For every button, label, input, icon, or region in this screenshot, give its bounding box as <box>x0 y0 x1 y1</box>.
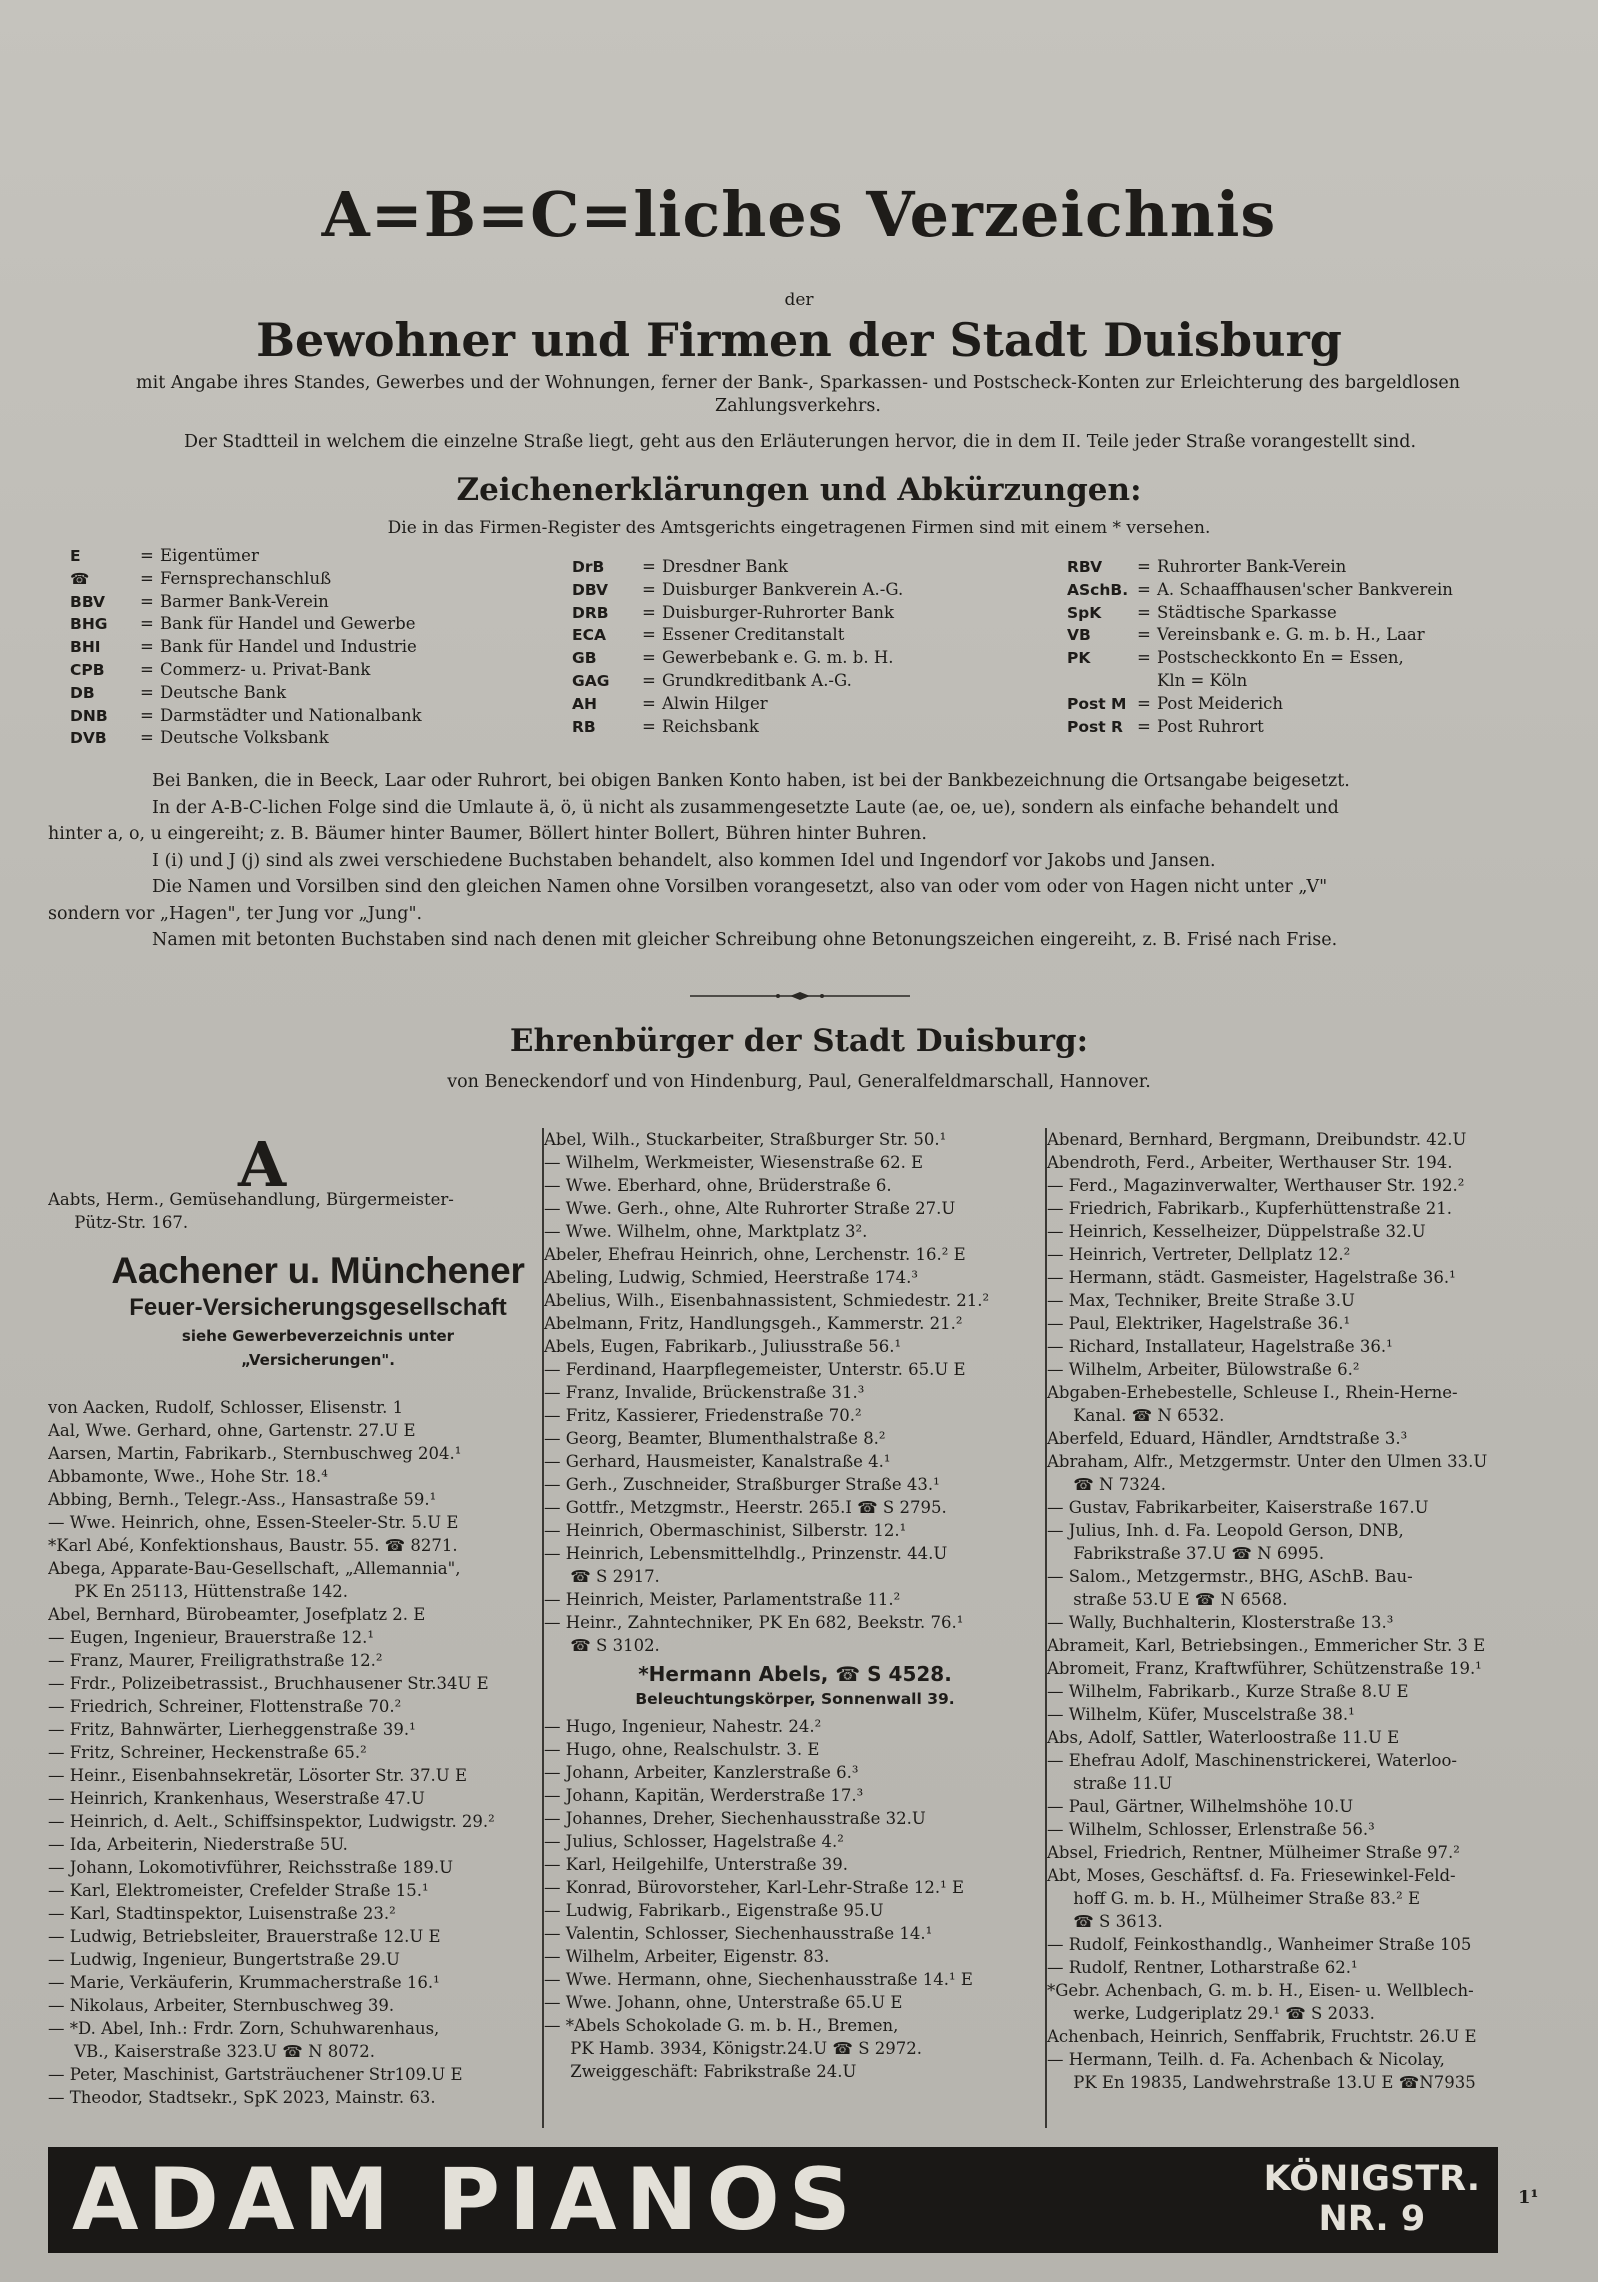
directory-entry: Zweiggeschäft: Fabrikstraße 24.U <box>544 2062 857 2081</box>
directory-entry: — Johann, Lokomotivführer, Reichsstraße 189.U <box>48 1858 454 1877</box>
abbreviation-row <box>572 579 903 602</box>
abbreviation-meaning: Dresdner Bank <box>662 557 789 576</box>
directory-entry: — Heinr., Zahntechniker, PK En 682, Beekstr. 76.¹ <box>544 1613 964 1632</box>
directory-entry: — Friedrich, Fabrikarb., Kupferhüttenstraße 21. <box>1047 1199 1453 1218</box>
abbreviation-row <box>70 705 422 728</box>
abbreviation-row <box>1067 670 1453 693</box>
abbreviation-meaning: Commerz- u. Privat-Bank <box>160 659 371 679</box>
directory-entry: Aabts, Herm., Gemüsehandlung, Bürgermeister- <box>48 1190 454 1209</box>
abbreviation-row <box>70 591 422 614</box>
aachener-insurance-ad <box>88 1250 548 1370</box>
abbreviation-row <box>1067 579 1453 602</box>
directory-entry: — Ludwig, Betriebsleiter, Brauerstraße 12.U E <box>48 1927 441 1946</box>
abbreviation-meaning: Essener Creditanstalt <box>662 625 845 645</box>
abbreviation-meaning: Deutsche Bank <box>160 682 287 702</box>
section-letter: A <box>238 1128 287 1201</box>
directory-entry: Aberfeld, Eduard, Händler, Arndtstraße 3.³ <box>1047 1429 1408 1448</box>
abbreviation-row <box>1067 716 1453 739</box>
ad-line: *Hermann Abels, ☎ S 4528. <box>638 1662 952 1686</box>
abbreviation-row <box>70 727 422 750</box>
equals-sign: = <box>140 728 154 748</box>
abbreviation-key: ECA <box>572 626 606 645</box>
note-line: hinter a, o, u eingereiht; z. B. Bäumer hinter Baumer, Böllert hinter Bollert, Bühren hinter Buhren. <box>48 824 927 844</box>
directory-entry: straße 11.U <box>1047 1774 1173 1793</box>
directory-entry: Abenard, Bernhard, Bergmann, Dreibundstr. 42.U <box>1047 1130 1467 1149</box>
abbreviation-row <box>1067 556 1453 579</box>
directory-entry: — Julius, Inh. d. Fa. Leopold Gerson, DNB, <box>1047 1521 1404 1540</box>
abbreviation-key: VB <box>1067 626 1091 645</box>
abbreviation-key: GAG <box>572 671 610 690</box>
equals-sign <box>1137 670 1157 693</box>
abbreviation-meaning: Duisburger-Ruhrorter Bank <box>662 602 894 622</box>
abbreviation-meaning: Vereinsbank e. G. m. b. H., Laar <box>1157 625 1425 645</box>
directory-entry: Abt, Moses, Geschäftsf. d. Fa. Friesewinkel-Feld- <box>1047 1866 1456 1885</box>
abbreviation-key: BBV <box>70 592 105 611</box>
directory-entry: — Hugo, ohne, Realschulstr. 3. E <box>544 1740 820 1759</box>
directory-entry: — Wilhelm, Fabrikarb., Kurze Straße 8.U E <box>1047 1682 1409 1701</box>
directory-entry: — Heinrich, Lebensmittelhdlg., Prinzenstr. 44.U <box>544 1544 948 1563</box>
abbreviation-meaning: Reichsbank <box>662 716 759 736</box>
abbreviation-meaning: Grundkreditbank A.-G. <box>662 670 852 690</box>
directory-entry: Aarsen, Martin, Fabrikarb., Sternbuschweg 204.¹ <box>48 1444 462 1463</box>
directory-entry: — Ehefrau Adolf, Maschinenstrickerei, Waterloo- <box>1047 1751 1457 1770</box>
equals-sign: = <box>642 557 656 576</box>
abbreviation-meaning: Postscheckkonto En = Essen, <box>1157 648 1404 668</box>
abbreviation-key: E <box>70 547 81 565</box>
equals-sign: = <box>1137 579 1151 599</box>
directory-entry: — Nikolaus, Arbeiter, Sternbuschweg 39. <box>48 1996 395 2015</box>
intro-text: mit Angabe ihres Standes, Gewerbes und der Wohnungen, ferner der Bank-, Sparkassen- und Postscheck-Konten zur Erleichterung des bargeldlosen Zahlungsverkehrs. <box>136 373 1460 416</box>
directory-entry: — Wwe. Heinrich, ohne, Essen-Steeler-Str. 5.U E <box>48 1513 459 1532</box>
directory-entry: — Wilhelm, Schlosser, Erlenstraße 56.³ <box>1047 1820 1375 1839</box>
directory-entry: — Georg, Beamter, Blumenthalstraße 8.² <box>544 1429 886 1448</box>
abbreviation-key <box>1067 670 1137 693</box>
directory-entry: straße 53.U E ☎ N 6568. <box>1047 1590 1288 1609</box>
usage-notes <box>48 768 1548 954</box>
abbreviation-meaning: A. Schaaffhausen'scher Bankverein <box>1157 579 1453 599</box>
directory-entry: PK En 25113, Hüttenstraße 142. <box>48 1582 349 1601</box>
equals-sign: = <box>642 693 656 713</box>
directory-entry: — Karl, Stadtinspektor, Luisenstraße 23.² <box>48 1904 396 1923</box>
directory-entry: — Heinrich, Kesselheizer, Düppelstraße 32.U <box>1047 1222 1426 1241</box>
directory-entry: Absel, Friedrich, Rentner, Mülheimer Straße 97.² <box>1047 1843 1460 1862</box>
directory-entry: Abel, Bernhard, Bürobeamter, Josefplatz 2. E <box>48 1605 426 1624</box>
ad-line: siehe Gewerbeverzeichnis unter <box>181 1327 455 1345</box>
abbreviation-key: BHI <box>70 638 101 657</box>
abbreviation-key: CPB <box>70 660 105 679</box>
directory-entry: — Wwe. Gerh., ohne, Alte Ruhrorter Straße 27.U <box>544 1199 956 1218</box>
directory-entry: — Johannes, Dreher, Siechenhausstraße 32.U <box>544 1809 926 1828</box>
abbreviation-meaning: Bank für Handel und Gewerbe <box>160 614 416 634</box>
note-line: Bei Banken, die in Beeck, Laar oder Ruhrort, bei obigen Banken Konto haben, ist bei der Bankbezeichnung die Ortsangabe beigesetzt. <box>152 771 1350 791</box>
directory-entry: — Marie, Verkäuferin, Krummacherstraße 16.¹ <box>48 1973 440 1992</box>
page-subtitle: Bewohner und Firmen der Stadt Duisburg <box>256 313 1342 367</box>
directory-entry: Achenbach, Heinrich, Senffabrik, Fruchtstr. 26.U E <box>1047 2027 1477 2046</box>
abbreviation-key: RBV <box>1067 558 1103 576</box>
directory-entry: — Gottfr., Metzgmstr., Heerstr. 265.I ☎ S 2795. <box>544 1498 947 1517</box>
abbreviation-row <box>70 659 422 682</box>
directory-entry: — Franz, Invalide, Brückenstraße 31.³ <box>544 1383 865 1402</box>
ad-address <box>1264 2159 1480 2239</box>
abbreviation-row <box>70 613 422 636</box>
directory-entry: Aal, Wwe. Gerhard, ohne, Gartenstr. 27.U E <box>48 1421 416 1440</box>
directory-entry: — Ferd., Magazinverwalter, Werthauser Str. 192.² <box>1047 1176 1465 1195</box>
directory-entry: — Gerhard, Hausmeister, Kanalstraße 4.¹ <box>544 1452 891 1471</box>
directory-entry: ☎ S 3102. <box>544 1636 660 1655</box>
directory-entry: — Paul, Gärtner, Wilhelmshöhe 10.U <box>1047 1797 1354 1816</box>
abbreviation-meaning: Barmer Bank-Verein <box>160 591 329 611</box>
directory-entry: Abbing, Bernh., Telegr.-Ass., Hansastraße 59.¹ <box>48 1490 437 1509</box>
column-a-entries <box>48 1396 543 2109</box>
abbreviation-meaning: Bank für Handel und Industrie <box>160 637 417 657</box>
directory-entry: — Gustav, Fabrikarbeiter, Kaiserstraße 167.U <box>1047 1498 1429 1517</box>
directory-entry: — Eugen, Ingenieur, Brauerstraße 12.¹ <box>48 1628 375 1647</box>
intro-text-district: Der Stadtteil in welchem die einzelne Straße liegt, geht aus den Erläuterungen hervor, die in dem II. Teile jeder Straße vorangestellt sind. <box>183 432 1417 452</box>
directory-entry: — Paul, Elektriker, Hagelstraße 36.¹ <box>1047 1314 1351 1333</box>
directory-entry: — Johann, Arbeiter, Kanzlerstraße 6.³ <box>544 1763 859 1782</box>
directory-entry: Abeling, Ludwig, Schmied, Heerstraße 174.³ <box>544 1268 918 1287</box>
directory-entry: *Gebr. Achenbach, G. m. b. H., Eisen- u. Wellblech- <box>1047 1981 1474 2000</box>
honorary-citizen-entry: von Beneckendorf und von Hindenburg, Paul, Generalfeldmarschall, Hannover. <box>447 1072 1151 1092</box>
equals-sign: = <box>140 546 154 565</box>
abbreviation-meaning: Ruhrorter Bank-Verein <box>1157 557 1347 576</box>
directory-entry: — Wilhelm, Arbeiter, Eigenstr. 83. <box>544 1947 830 1966</box>
abbreviation-meaning: Eigentümer <box>160 546 259 565</box>
abbreviation-row <box>1067 602 1453 625</box>
legend-title: Zeichenerklärungen und Abkürzungen: <box>456 472 1142 508</box>
directory-entry: — Wally, Buchhalterin, Klosterstraße 13.³ <box>1047 1613 1394 1632</box>
abbreviation-meaning: Gewerbebank e. G. m. b. H. <box>662 648 894 668</box>
equals-sign: = <box>642 579 656 599</box>
ornament-divider <box>690 991 910 1001</box>
equals-sign: = <box>1137 625 1151 645</box>
abbreviation-meaning: Kln = Köln <box>1157 670 1248 690</box>
abbreviation-row <box>572 670 903 693</box>
directory-entry: — Karl, Elektromeister, Crefelder Straße 15.¹ <box>48 1881 429 1900</box>
equals-sign: = <box>642 648 656 668</box>
abbreviation-key: BHG <box>70 615 108 634</box>
telephone-icon: ☎ <box>70 569 90 588</box>
directory-entry: — Heinr., Eisenbahnsekretär, Lösorter Str. 37.U E <box>48 1766 468 1785</box>
abbreviation-row <box>1067 647 1453 670</box>
equals-sign: = <box>1137 602 1151 622</box>
directory-entry: Abgaben-Erhebestelle, Schleuse I., Rhein-Herne- <box>1047 1383 1458 1402</box>
abbreviation-key: GB <box>572 649 597 668</box>
equals-sign: = <box>642 670 656 690</box>
directory-entry: werke, Ludgeriplatz 29.¹ ☎ S 2033. <box>1047 2004 1375 2023</box>
abbreviation-key: Post R <box>1067 717 1123 736</box>
directory-entry: — Wilhelm, Küfer, Muscelstraße 38.¹ <box>1047 1705 1355 1724</box>
abbreviation-row <box>1067 693 1453 716</box>
note-line: Namen mit betonten Buchstaben sind nach denen mit gleicher Schreibung ohne Betonungszeichen eingereiht, z. B. Frisé nach Frise. <box>152 930 1338 950</box>
equals-sign: = <box>1137 648 1151 668</box>
abbreviation-key: DrB <box>572 558 605 576</box>
directory-entry: ☎ S 3613. <box>1047 1912 1163 1931</box>
abbreviation-row <box>572 624 903 647</box>
abbreviation-key: SpK <box>1067 603 1102 622</box>
abels-ad <box>544 1663 1046 1711</box>
directory-entry: — Wilhelm, Werkmeister, Wiesenstraße 62. E <box>544 1153 924 1172</box>
ad-line: Feuer-Versicherungsgesellschaft <box>129 1294 507 1321</box>
directory-entry: — Gerh., Zuschneider, Straßburger Straße 43.¹ <box>544 1475 940 1494</box>
directory-entry: — Franz, Maurer, Freiligrathstraße 12.² <box>48 1651 383 1670</box>
directory-entry: ☎ S 2917. <box>544 1567 660 1586</box>
directory-entry: — Theodor, Stadtsekr., SpK 2023, Mainstr. 63. <box>48 2088 436 2107</box>
note-line: In der A-B-C-lichen Folge sind die Umlaute ä, ö, ü nicht als zusammengesetzte Laute (ae, oe, ue), sondern als einfache behandelt und <box>152 797 1339 818</box>
equals-sign: = <box>1137 557 1151 576</box>
abbreviation-meaning: Städtische Sparkasse <box>1157 602 1337 622</box>
directory-entry: Abel, Wilh., Stuckarbeiter, Straßburger Str. 50.¹ <box>544 1130 947 1149</box>
directory-entry: — Fritz, Schreiner, Heckenstraße 65.² <box>48 1743 367 1762</box>
equals-sign: = <box>642 625 656 645</box>
ad-line: „Versicherungen". <box>241 1351 395 1369</box>
equals-sign: = <box>1137 716 1151 736</box>
directory-entry: — Rudolf, Rentner, Lotharstraße 62.¹ <box>1047 1958 1358 1977</box>
directory-entry: *Karl Abé, Konfektionshaus, Baustr. 55. ☎ 8271. <box>48 1536 458 1555</box>
directory-entry: Abega, Apparate-Bau-Gesellschaft, „Allemannia", <box>48 1559 461 1578</box>
equals-sign: = <box>140 568 154 588</box>
directory-entry: — *Abels Schokolade G. m. b. H., Bremen, <box>544 2016 899 2035</box>
column-b-entries <box>544 1128 1046 2083</box>
directory-entry: — Peter, Maschinist, Gartsträuchener Str109.U E <box>48 2065 463 2084</box>
directory-entry: — Hermann, städt. Gasmeister, Hagelstraße 36.¹ <box>1047 1268 1456 1287</box>
page-number: 1¹ <box>1518 2187 1539 2208</box>
ad-number: NR. 9 <box>1318 2199 1426 2239</box>
ad-line: Aachener u. Münchener <box>111 1250 525 1291</box>
equals-sign: = <box>140 659 154 679</box>
adam-pianos-ad <box>48 2147 1498 2253</box>
directory-entry: Abraham, Alfr., Metzgermstr. Unter den Ulmen 33.U <box>1047 1452 1488 1471</box>
abbreviation-key: ASchB. <box>1067 580 1129 599</box>
directory-entry: Abs, Adolf, Sattler, Waterloostraße 11.U E <box>1047 1728 1400 1747</box>
equals-sign: = <box>1137 693 1151 713</box>
directory-entry: — Wwe. Wilhelm, ohne, Marktplatz 3². <box>544 1222 868 1241</box>
directory-entry: — Wilhelm, Arbeiter, Bülowstraße 6.² <box>1047 1360 1360 1379</box>
directory-entry: — Heinrich, Vertreter, Dellplatz 12.² <box>1047 1245 1351 1264</box>
directory-entry: — Wwe. Eberhard, ohne, Brüderstraße 6. <box>544 1176 892 1195</box>
abbreviation-meaning: Duisburger Bankverein A.-G. <box>662 579 904 599</box>
directory-entry: hoff G. m. b. H., Mülheimer Straße 83.² E <box>1047 1889 1420 1908</box>
ad-brand: ADAM PIANOS <box>72 2150 860 2250</box>
honorary-citizens-title: Ehrenbürger der Stadt Duisburg: <box>509 1023 1089 1059</box>
directory-entry: — Friedrich, Schreiner, Flottenstraße 70.² <box>48 1697 402 1716</box>
directory-entry: — Ludwig, Ingenieur, Bungertstraße 29.U <box>48 1950 400 1969</box>
equals-sign: = <box>140 591 154 611</box>
directory-entry: ☎ N 7324. <box>1047 1475 1166 1494</box>
directory-entry: PK Hamb. 3934, Königstr.24.U ☎ S 2972. <box>544 2039 922 2058</box>
directory-entry: von Aacken, Rudolf, Schlosser, Elisenstr. 1 <box>48 1398 404 1417</box>
directory-entry: — Heinrich, d. Aelt., Schiffsinspektor, Ludwigstr. 29.² <box>48 1812 495 1831</box>
abbreviation-key: DB <box>70 683 95 702</box>
directory-entry: — Valentin, Schlosser, Siechenhausstraße 14.¹ <box>544 1924 933 1943</box>
directory-entry: Abels, Eugen, Fabrikarb., Juliusstraße 56.¹ <box>544 1337 902 1356</box>
abbreviation-meaning: Darmstädter und Nationalbank <box>160 705 422 725</box>
directory-entry: Abromeit, Franz, Kraftwführer, Schützenstraße 19.¹ <box>1047 1659 1482 1678</box>
directory-entry: — Salom., Metzgermstr., BHG, ASchB. Bau- <box>1047 1567 1413 1586</box>
directory-entry: Abelius, Wilh., Eisenbahnassistent, Schmiedestr. 21.² <box>544 1291 990 1310</box>
directory-entry: — Heinrich, Obermaschinist, Silberstr. 12.¹ <box>544 1521 907 1540</box>
directory-entry: PK En 19835, Landwehrstraße 13.U E ☎N7935 <box>1047 2073 1476 2092</box>
abbreviation-meaning: Deutsche Volksbank <box>160 728 329 748</box>
abbreviation-meaning: Post Meiderich <box>1157 693 1284 713</box>
abbreviation-row <box>70 568 422 591</box>
directory-entry: — Ludwig, Fabrikarb., Eigenstraße 95.U <box>544 1901 884 1920</box>
directory-entry: — Rudolf, Feinkosthandlg., Wanheimer Straße 105 <box>1047 1935 1472 1954</box>
equals-sign: = <box>140 705 154 725</box>
equals-sign: = <box>140 614 154 634</box>
equals-sign: = <box>140 637 154 657</box>
directory-entry: — Julius, Schlosser, Hagelstraße 4.² <box>544 1832 844 1851</box>
directory-entry: — Fritz, Bahnwärter, Lierheggenstraße 39.¹ <box>48 1720 416 1739</box>
abbreviation-key: DRB <box>572 603 609 622</box>
abbreviation-row <box>572 716 903 739</box>
abbreviation-row <box>572 647 903 670</box>
directory-entry: — Konrad, Bürovorsteher, Karl-Lehr-Straße 12.¹ E <box>544 1878 965 1897</box>
abbreviation-row <box>572 693 903 716</box>
column-a-top-entries <box>48 1188 543 1234</box>
abbreviation-row <box>70 636 422 659</box>
directory-entry: Abrameit, Karl, Betriebsingen., Emmericher Str. 3 E <box>1047 1636 1486 1655</box>
directory-entry: — Karl, Heilgehilfe, Unterstraße 39. <box>544 1855 849 1874</box>
abbreviation-list-3 <box>1067 556 1453 738</box>
directory-entry: — Max, Techniker, Breite Straße 3.U <box>1047 1291 1355 1310</box>
abbreviation-list-1 <box>70 545 422 750</box>
abbreviation-row <box>70 682 422 705</box>
note-line: I (i) und J (j) sind als zwei verschiedene Buchstaben behandelt, also kommen Idel und Ingendorf vor Jakobs und Jansen. <box>152 850 1216 871</box>
equals-sign: = <box>140 682 154 702</box>
directory-entry: Abbamonte, Wwe., Hohe Str. 18.⁴ <box>48 1467 328 1486</box>
directory-entry: — Wwe. Johann, ohne, Unterstraße 65.U E <box>544 1993 903 2012</box>
directory-entry: Abeler, Ehefrau Heinrich, ohne, Lerchenstr. 16.² E <box>544 1245 966 1264</box>
note-line: sondern vor „Hagen", ter Jung vor „Jung". <box>48 903 423 924</box>
ad-street: KÖNIGSTR. <box>1263 2159 1480 2199</box>
abbreviation-row <box>70 545 422 568</box>
directory-entry: — Richard, Installateur, Hagelstraße 36.¹ <box>1047 1337 1393 1356</box>
abbreviation-key: DVB <box>70 729 107 748</box>
abbreviation-meaning: Post Ruhrort <box>1157 716 1264 736</box>
column-c-entries <box>1047 1128 1555 2094</box>
directory-entry: — Heinrich, Krankenhaus, Weserstraße 47.U <box>48 1789 425 1808</box>
abbreviation-meaning: Fernsprechanschluß <box>160 568 332 588</box>
directory-entry: — Hermann, Teilh. d. Fa. Achenbach & Nicolay, <box>1047 2050 1445 2069</box>
directory-entry: Kanal. ☎ N 6532. <box>1047 1406 1225 1425</box>
directory-entry: — Wwe. Hermann, ohne, Siechenhausstraße 14.¹ E <box>544 1970 973 1989</box>
abbreviation-key: RB <box>572 717 596 736</box>
directory-entry: Pütz-Str. 167. <box>48 1213 189 1232</box>
abbreviation-row <box>1067 624 1453 647</box>
directory-entry: — *D. Abel, Inh.: Frdr. Zorn, Schuhwarenhaus, <box>48 2019 440 2038</box>
abbreviation-key: DNB <box>70 706 108 725</box>
abbreviation-key: AH <box>572 694 597 713</box>
note-line: Die Namen und Vorsilben sind den gleichen Namen ohne Vorsilben vorangesetzt, also van oder vom oder von Hagen nicht unter „V" <box>152 877 1328 897</box>
abbreviation-row <box>572 602 903 625</box>
abbreviation-key: Post M <box>1067 694 1127 713</box>
directory-entry: VB., Kaiserstraße 323.U ☎ N 8072. <box>48 2042 376 2061</box>
directory-entry: — Fritz, Kassierer, Friedenstraße 70.² <box>544 1406 862 1425</box>
abbreviation-list-2 <box>572 556 903 738</box>
directory-entry: — Ferdinand, Haarpflegemeister, Unterstr. 65.U E <box>544 1360 966 1379</box>
directory-entry: — Ida, Arbeiterin, Niederstraße 5U. <box>48 1835 348 1854</box>
abbreviation-meaning: Alwin Hilger <box>662 693 768 713</box>
equals-sign: = <box>642 716 656 736</box>
title-der: der <box>784 290 814 310</box>
equals-sign: = <box>642 602 656 622</box>
directory-entry: — Johann, Kapitän, Werderstraße 17.³ <box>544 1786 864 1805</box>
abbreviation-row <box>572 556 903 579</box>
page-title: A=B=C=liches Verzeichnis <box>321 178 1277 251</box>
legend-note: Die in das Firmen-Register des Amtsgerichts eingetragenen Firmen sind mit einem * versehen. <box>387 518 1211 538</box>
directory-entry: — Hugo, Ingenieur, Nahestr. 24.² <box>544 1717 822 1736</box>
directory-entry: — Frdr., Polizeibetrassist., Bruchhausener Str.34U E <box>48 1674 489 1693</box>
abbreviation-key: DBV <box>572 580 609 599</box>
directory-entry: — Heinrich, Meister, Parlamentstraße 11.² <box>544 1590 901 1609</box>
directory-entry: Abelmann, Fritz, Handlungsgeh., Kammerstr. 21.² <box>544 1314 963 1333</box>
ad-line: Beleuchtungskörper, Sonnenwall 39. <box>635 1690 955 1708</box>
directory-entry: Fabrikstraße 37.U ☎ N 6995. <box>1047 1544 1325 1563</box>
abbreviation-key: PK <box>1067 649 1091 668</box>
directory-entry: Abendroth, Ferd., Arbeiter, Werthauser Str. 194. <box>1047 1153 1453 1172</box>
